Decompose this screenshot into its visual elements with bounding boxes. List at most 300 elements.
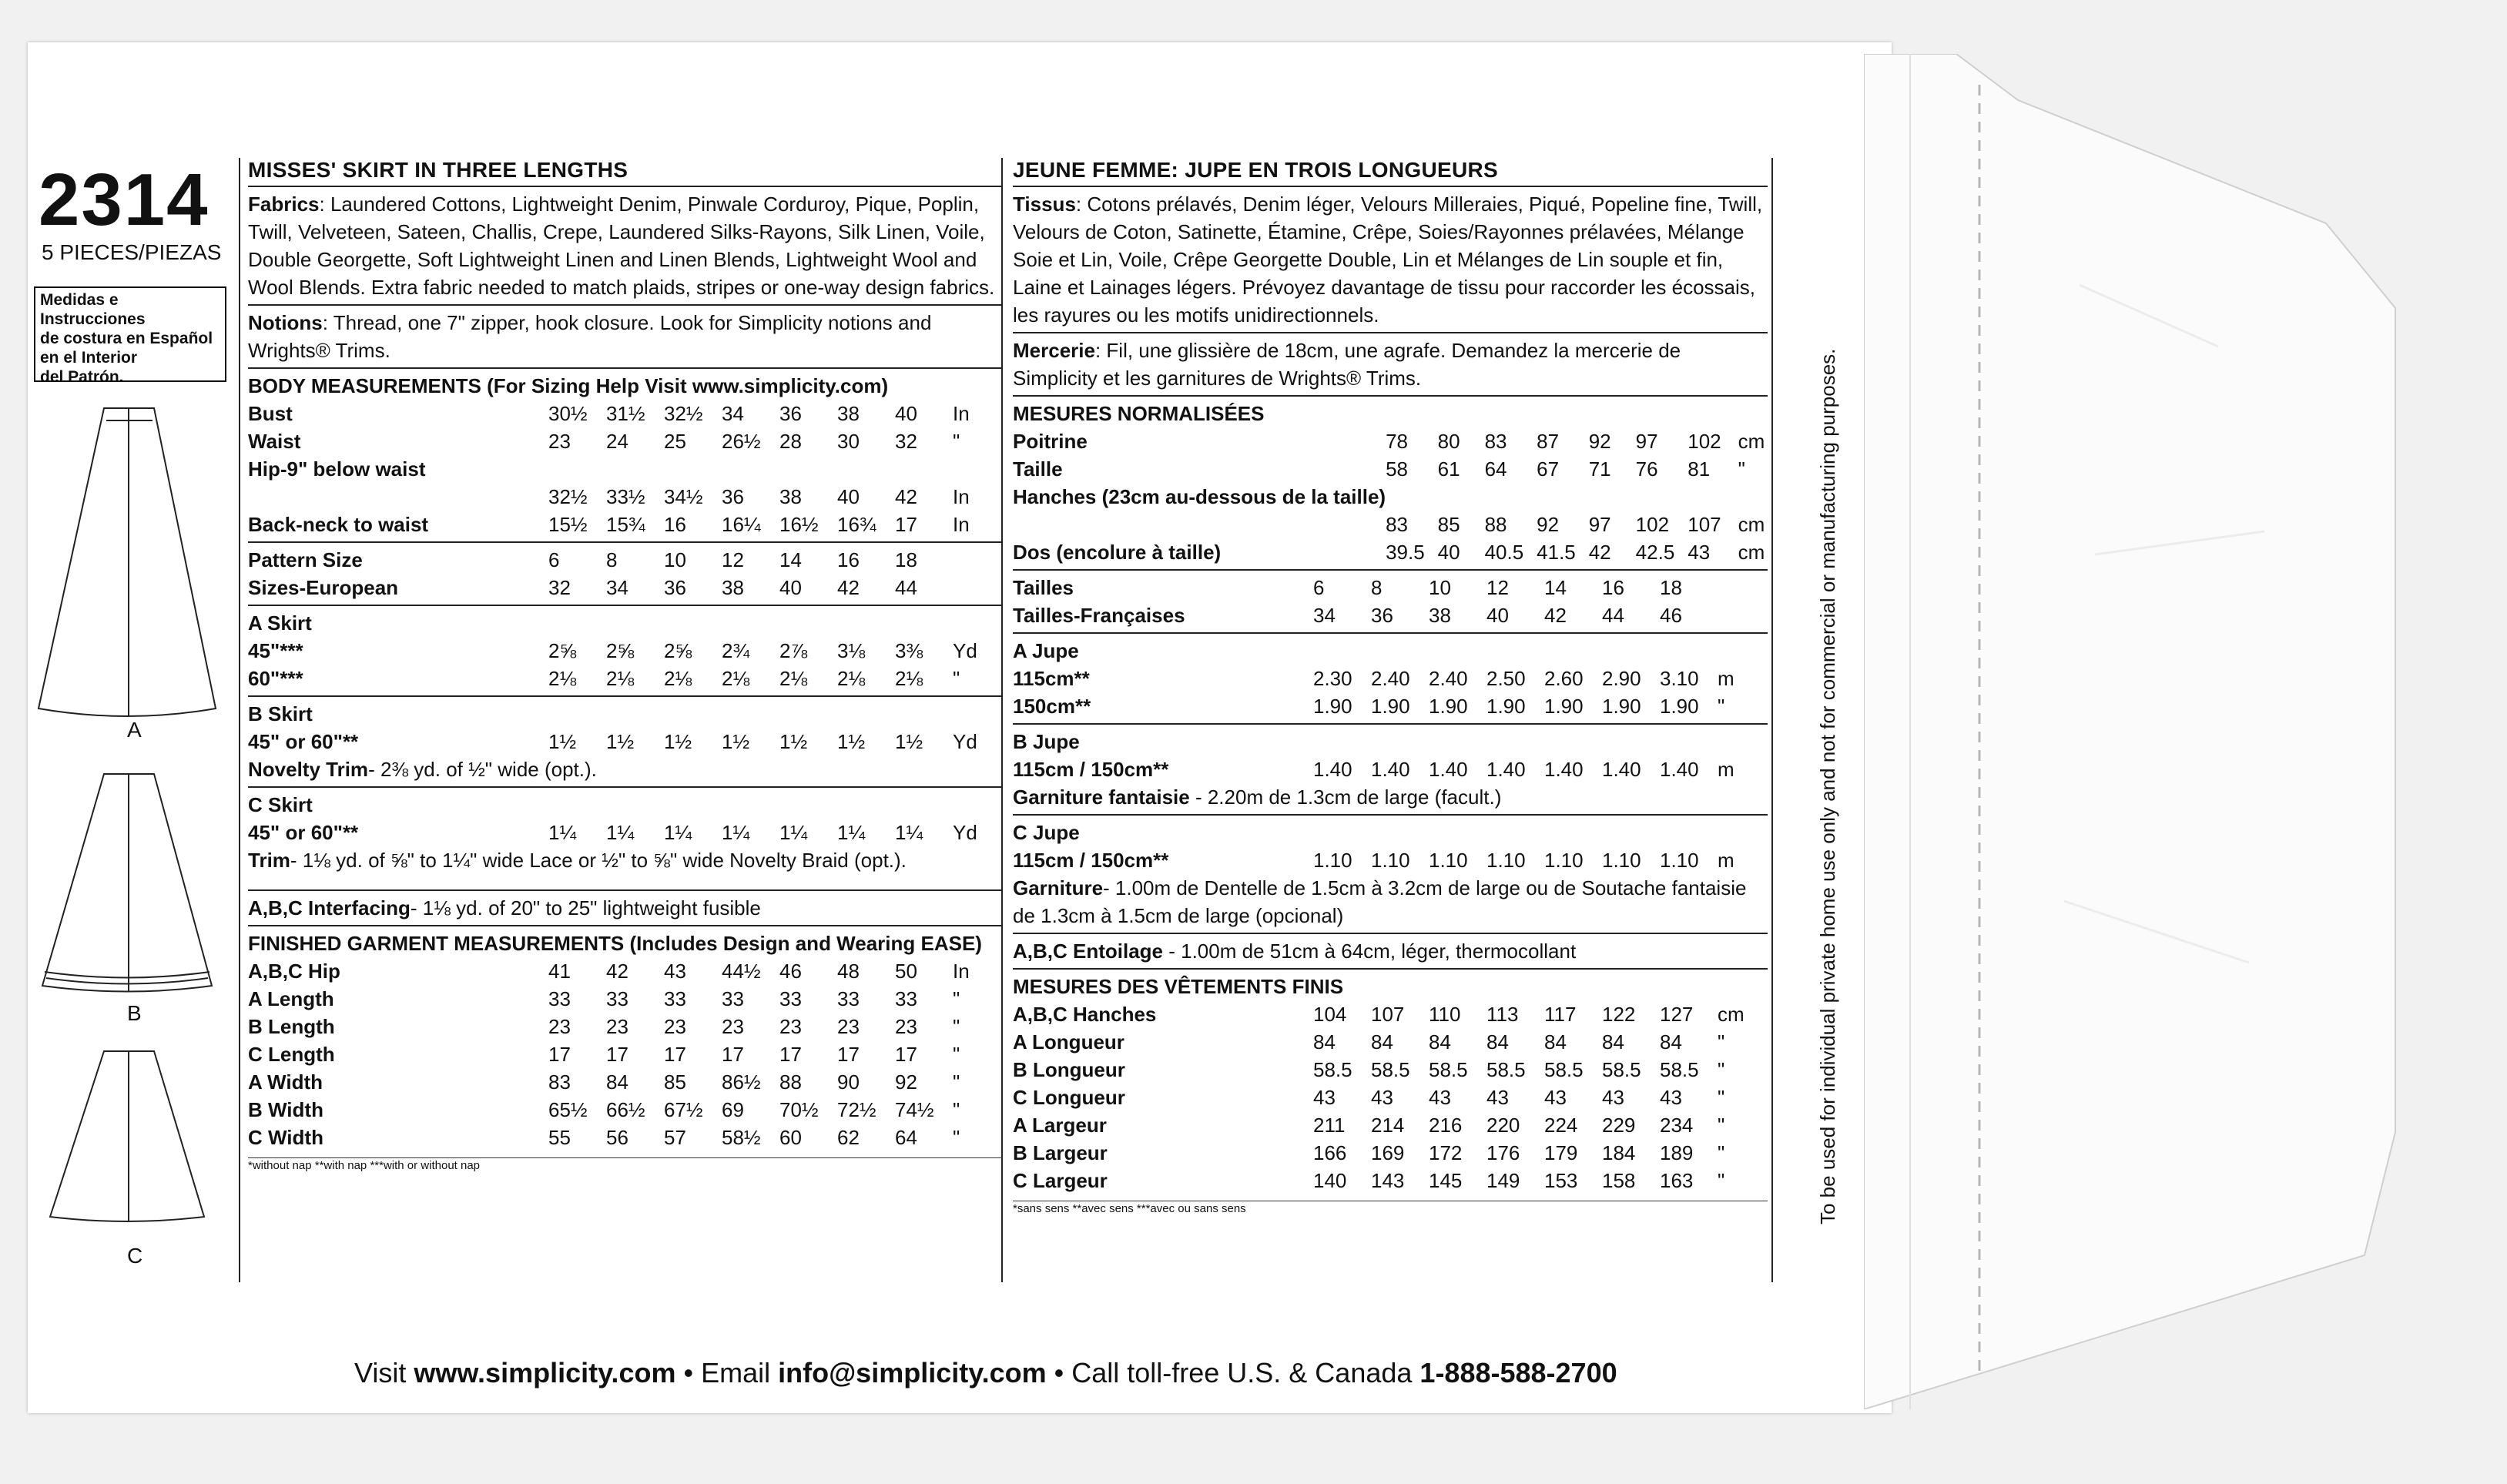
size-value: 83 [1484, 430, 1507, 453]
size-value: 2.40 [1429, 667, 1468, 690]
size-value: 17 [548, 1043, 571, 1066]
b-skirt-trim-note [248, 755, 1003, 783]
size-value: 140 [1313, 1169, 1347, 1192]
unit [1718, 601, 1748, 629]
unit [953, 546, 984, 574]
row-label: Waist [248, 430, 301, 453]
divider [248, 186, 1003, 187]
size-value: 1.40 [1429, 758, 1468, 781]
size-value: 169 [1371, 1141, 1405, 1164]
a-skirt-header: A Jupe [1013, 639, 1079, 662]
skirt-label-c: C [127, 1244, 143, 1268]
size-value: 23 [548, 1015, 571, 1038]
size-value: 33½ [606, 485, 645, 508]
size-value: 41.5 [1537, 541, 1576, 564]
table-row [1013, 1000, 1748, 1028]
size-value: 85 [1437, 513, 1460, 536]
size-value: 16 [1602, 576, 1624, 599]
french-title: JEUNE FEMME: JUPE EN TROIS LONGUEURS [1013, 158, 1498, 182]
column-divider [239, 158, 240, 1282]
email-link[interactable]: info@simplicity.com [778, 1357, 1047, 1389]
contact-footer [354, 1357, 1617, 1389]
size-value: 1.10 [1544, 849, 1584, 872]
size-value: 32 [548, 576, 571, 599]
size-value: 1.90 [1371, 695, 1410, 718]
size-value: 38 [779, 485, 802, 508]
size-value: 1.40 [1313, 758, 1352, 781]
size-value [1636, 483, 1688, 511]
notions-list: : Thread, one 7" zipper, hook closure. Look for Simplicity notions and Wrights® Trims. [248, 311, 932, 362]
size-value: 23 [606, 1015, 628, 1038]
size-value: 33 [895, 987, 917, 1010]
divider [1013, 186, 1768, 187]
size-value: 92 [1588, 430, 1611, 453]
size-value: 34½ [664, 485, 703, 508]
size-value: 102 [1635, 513, 1670, 536]
size-value: 42 [1544, 604, 1567, 627]
size-value: 58½ [722, 1126, 761, 1149]
table-row [248, 1013, 984, 1040]
size-value: 1¼ [722, 821, 750, 844]
size-value: 42 [1588, 541, 1611, 564]
size-value: 6 [1313, 576, 1325, 599]
size-value: 16 [837, 548, 860, 571]
size-value: 87 [1537, 430, 1560, 453]
phone-number: 1-888-588-2700 [1419, 1357, 1617, 1389]
size-value: 40 [895, 402, 917, 425]
size-value: 34 [1313, 604, 1336, 627]
c-skirt-yardage-table [1013, 846, 1748, 874]
size-value: 1½ [722, 730, 750, 753]
size-value: 31½ [606, 402, 645, 425]
unit: cm [1738, 541, 1765, 564]
website-link[interactable]: www.simplicity.com [414, 1357, 676, 1389]
size-value: 84 [1660, 1030, 1682, 1054]
private-use-notice: To be used for individual private home use only and not for commercial or manufacturing purposes. [1816, 348, 1839, 1224]
table-row [248, 985, 984, 1013]
size-value: 39.5 [1386, 541, 1425, 564]
size-value: 113 [1486, 1003, 1519, 1026]
size-value: 1.90 [1486, 695, 1526, 718]
table-row [1013, 574, 1748, 601]
unit: " [953, 430, 960, 453]
b-skirt-yardage-table [248, 728, 984, 755]
unit: " [953, 1126, 960, 1149]
size-value [1438, 483, 1485, 511]
size-value: 42.5 [1635, 541, 1675, 564]
size-value: 32½ [664, 402, 703, 425]
size-value: 189 [1660, 1141, 1694, 1164]
size-value: 24 [606, 430, 628, 453]
size-value: 16¾ [837, 513, 876, 536]
size-value: 1.10 [1429, 849, 1468, 872]
size-value: 107 [1688, 513, 1721, 536]
size-value: 43 [1313, 1086, 1336, 1109]
size-value: 84 [1429, 1030, 1451, 1054]
size-value: 41 [548, 960, 571, 983]
size-value: 2⅛ [548, 667, 577, 690]
size-value: 84 [1544, 1030, 1567, 1054]
c-skirt-trim-note [1013, 874, 1768, 930]
size-value: 117 [1544, 1003, 1577, 1026]
size-value: 78 [1386, 430, 1408, 453]
unit: m [1718, 667, 1734, 690]
interfacing-text: - 1⅛ yd. of 20" to 25" lightweight fusible [410, 896, 761, 920]
table-row [248, 511, 984, 538]
divider [248, 925, 1003, 926]
size-value: 102 [1688, 430, 1721, 453]
b-skirt-trim-label: Novelty Trim [248, 758, 369, 781]
size-value: 58.5 [1486, 1058, 1526, 1081]
table-row [248, 728, 984, 755]
notions-label: Notions [248, 311, 323, 334]
email-prefix: • Email [675, 1357, 779, 1389]
size-value: 8 [606, 548, 618, 571]
table-row [248, 1124, 984, 1151]
body-measurements-table [248, 400, 984, 538]
c-skirt-trim-note [248, 846, 1003, 874]
size-value: 143 [1371, 1169, 1405, 1192]
table-row [1013, 665, 1748, 692]
unit [953, 455, 984, 483]
size-value: 122 [1602, 1003, 1636, 1026]
size-value [664, 455, 722, 483]
divider [1013, 332, 1768, 333]
skirt-b-sketch [42, 774, 212, 992]
size-value: 76 [1635, 457, 1658, 481]
unit: " [1718, 1058, 1725, 1081]
unit: Yd [953, 639, 977, 662]
size-value: 2⅛ [606, 667, 635, 690]
row-label: 115cm** [1013, 667, 1090, 690]
row-label: 115cm / 150cm** [1013, 758, 1169, 781]
unit: " [953, 1043, 960, 1066]
size-value: 83 [548, 1070, 571, 1094]
size-value: 88 [779, 1070, 802, 1094]
size-value: 57 [664, 1126, 686, 1149]
b-skirt-trim-text: - 2.20m de 1.3cm de large (facult.) [1189, 786, 1502, 809]
size-value: 1.10 [1602, 849, 1641, 872]
size-value [1386, 483, 1438, 511]
size-value: 1.10 [1371, 849, 1410, 872]
table-row [248, 819, 984, 846]
row-label [1013, 511, 1386, 538]
size-value: 16½ [779, 513, 819, 536]
spanish-note-line: Medidas e Instrucciones [40, 291, 146, 328]
finished-measurements-header: MESURES DES VÊTEMENTS FINIS [1013, 975, 1344, 998]
size-value: 158 [1602, 1169, 1636, 1192]
size-value: 2.30 [1313, 667, 1352, 690]
skirt-c-sketch [50, 1051, 204, 1221]
table-row [1013, 455, 1768, 483]
size-value: 17 [722, 1043, 744, 1066]
size-value: 46 [779, 960, 802, 983]
table-row [1013, 427, 1768, 455]
pieces-count: 5 PIECES/PIEZAS [42, 240, 222, 264]
table-row [1013, 601, 1748, 629]
size-value: 66½ [606, 1098, 645, 1121]
size-value: 44 [895, 576, 917, 599]
row-label: Hip-9" below waist [248, 457, 426, 481]
size-value: 56 [606, 1126, 628, 1149]
row-label: A Width [248, 1070, 323, 1094]
c-skirt-header: C Skirt [248, 793, 313, 816]
size-value: 84 [1313, 1030, 1336, 1054]
size-value: 64 [1484, 457, 1507, 481]
size-value: 23 [837, 1015, 860, 1038]
size-value: 33 [548, 987, 571, 1010]
size-value: 67½ [664, 1098, 703, 1121]
table-row [1013, 1139, 1748, 1167]
body-measurements-header: BODY MEASUREMENTS (For Sizing Help Visit www.simplicity.com) [248, 374, 889, 397]
body-measurements-header: MESURES NORMALISÉES [1013, 402, 1265, 425]
size-value: 90 [837, 1070, 860, 1094]
unit: cm [1718, 1003, 1745, 1026]
size-value: 2⅛ [779, 667, 808, 690]
size-value: 1.40 [1371, 758, 1410, 781]
unit: " [1718, 1086, 1725, 1109]
size-value: 2¾ [722, 639, 750, 662]
size-value: 62 [837, 1126, 860, 1149]
size-value: 17 [837, 1043, 860, 1066]
size-value: 1.10 [1660, 849, 1699, 872]
unit: Yd [953, 730, 977, 753]
interfacing-note [1013, 937, 1768, 965]
row-label: A,B,C Hanches [1013, 1003, 1157, 1026]
size-value [606, 455, 664, 483]
finished-measurements-header: FINISHED GARMENT MEASUREMENTS (Includes Design and Wearing EASE) [248, 932, 982, 955]
size-value: 17 [779, 1043, 802, 1066]
c-skirt-header: C Jupe [1013, 821, 1080, 844]
unit: " [1718, 1169, 1725, 1192]
size-value [1589, 483, 1636, 511]
notions-list: : Fil, une glissière de 18cm, une agrafe. Demandez la mercerie de Simplicity et les garnitures de Wrights® Trims. [1013, 339, 1681, 390]
size-value: 58.5 [1602, 1058, 1641, 1081]
row-label: Dos (encolure à taille) [1013, 541, 1222, 564]
notions-text [248, 309, 1003, 364]
size-value [779, 455, 837, 483]
size-value: 23 [895, 1015, 917, 1038]
c-skirt-trim-label: Trim [248, 849, 290, 872]
size-value: 30 [837, 430, 860, 453]
table-row [1013, 511, 1768, 538]
size-value [1537, 483, 1589, 511]
divider [1013, 395, 1768, 397]
size-value: 80 [1437, 430, 1460, 453]
size-value: 2.40 [1371, 667, 1410, 690]
size-value: 149 [1486, 1169, 1520, 1192]
row-label: 45" or 60"** [248, 821, 359, 844]
row-label: B Length [248, 1015, 335, 1038]
row-label [248, 483, 548, 511]
size-value: 33 [606, 987, 628, 1010]
size-value: 69 [722, 1098, 744, 1121]
size-value: 179 [1544, 1141, 1578, 1164]
unit [1718, 574, 1748, 601]
size-value: 3⅛ [837, 639, 866, 662]
b-skirt-yardage-table [1013, 755, 1748, 783]
interfacing-label: A,B,C Interfacing [248, 896, 411, 920]
table-row [248, 546, 984, 574]
size-value [1485, 483, 1537, 511]
size-value: 38 [837, 402, 860, 425]
spanish-note-line: en el Interior [40, 349, 138, 367]
size-value: 23 [722, 1015, 744, 1038]
size-value: 28 [779, 430, 802, 453]
size-value: 1½ [779, 730, 808, 753]
size-value: 1½ [895, 730, 923, 753]
size-value: 58.5 [1313, 1058, 1352, 1081]
size-value: 184 [1602, 1141, 1636, 1164]
notions-label: Mercerie [1013, 339, 1095, 362]
size-value: 23 [548, 430, 571, 453]
size-value: 23 [664, 1015, 686, 1038]
skirt-sketches [31, 400, 231, 1268]
size-value: 42 [837, 576, 860, 599]
spanish-instructions-note [34, 286, 226, 386]
table-row [1013, 483, 1768, 511]
size-value: 224 [1544, 1114, 1578, 1137]
size-value: 12 [1486, 576, 1509, 599]
fabrics-list: : Cotons prélavés, Denim léger, Velours Milleraies, Piqué, Popeline fine, Twill, Velours de Coton, Satinette, Étamine, Crêpe, Soies/Rayonnes prélavées, Mélange Soie et Lin, Voile, Crêpe Georgette Double, Lin et Mélanges de Lin souple et fin, Laine et Lainages légers. Prévoyez davantage de tissu pour raccorder les écossais, les rayures ou les motifs unidirectionnels. [1013, 193, 1763, 327]
size-value: 36 [664, 576, 686, 599]
size-value: 18 [1660, 576, 1682, 599]
unit: " [1718, 1114, 1725, 1137]
size-value: 2.60 [1544, 667, 1584, 690]
table-row [1013, 1111, 1748, 1139]
unit [953, 574, 984, 601]
row-label: 115cm / 150cm** [1013, 849, 1169, 872]
size-value: 33 [722, 987, 744, 1010]
size-value [895, 455, 953, 483]
size-value: 42 [895, 485, 917, 508]
size-value: 58.5 [1371, 1058, 1410, 1081]
fabrics-label: Tissus [1013, 193, 1076, 216]
size-value: 34 [722, 402, 744, 425]
unit: " [953, 667, 960, 690]
size-value: 2⅞ [779, 639, 808, 662]
spanish-note-line: de costura en Español [40, 330, 213, 347]
size-value: 1½ [837, 730, 866, 753]
skirt-label-b: B [127, 1001, 142, 1025]
size-value: 145 [1429, 1169, 1463, 1192]
c-skirt-yardage-table [248, 819, 984, 846]
divider [248, 304, 1003, 306]
size-value: 1½ [664, 730, 692, 753]
size-value: 61 [1437, 457, 1460, 481]
unit: In [953, 960, 970, 983]
size-value: 15¾ [606, 513, 645, 536]
unit: " [953, 987, 960, 1010]
row-label: A Length [248, 987, 334, 1010]
size-value: 43 [1660, 1086, 1682, 1109]
unit: " [1738, 457, 1745, 481]
c-skirt-trim-label: Garniture [1013, 876, 1104, 899]
table-row [248, 665, 984, 692]
size-value: 10 [1429, 576, 1451, 599]
row-label: Bust [248, 402, 293, 425]
unit: In [953, 402, 970, 425]
size-value: 40 [1486, 604, 1509, 627]
size-value: 40 [1437, 541, 1460, 564]
unit: " [953, 1098, 960, 1121]
table-row [248, 1040, 984, 1068]
phone-prefix: • Call toll-free U.S. & Canada [1046, 1357, 1420, 1389]
size-value: 33 [779, 987, 802, 1010]
size-value: 84 [606, 1070, 628, 1094]
unit: cm [1738, 513, 1765, 536]
size-value: 229 [1602, 1114, 1636, 1137]
table-row [248, 637, 984, 665]
size-value: 38 [1429, 604, 1451, 627]
row-label: Back-neck to waist [248, 513, 429, 536]
size-value: 1.90 [1544, 695, 1584, 718]
envelope-flap [1864, 54, 2411, 1409]
row-label: Poitrine [1013, 430, 1088, 453]
table-row [1013, 1028, 1748, 1056]
size-value: 17 [664, 1043, 686, 1066]
divider [248, 367, 1003, 369]
size-value: 92 [1537, 513, 1560, 536]
table-row [1013, 692, 1748, 720]
row-label: C Length [248, 1043, 335, 1066]
a-skirt-yardage-table [1013, 665, 1748, 720]
size-value: 1¼ [779, 821, 808, 844]
fabrics-text [1013, 190, 1768, 329]
size-value: 1¼ [664, 821, 692, 844]
nap-footnote: *sans sens **avec sens ***avec ou sans sens [1013, 1202, 1246, 1215]
b-skirt-header: B Jupe [1013, 730, 1080, 753]
size-value: 43 [1429, 1086, 1451, 1109]
finished-measurements-table [1013, 1000, 1748, 1194]
b-skirt-header: B Skirt [248, 702, 313, 725]
divider [1013, 632, 1768, 634]
size-value: 34 [606, 576, 628, 599]
unit: cm [1738, 430, 1765, 453]
size-value: 2⅛ [895, 667, 923, 690]
size-value: 84 [1371, 1030, 1393, 1054]
size-value: 84 [1486, 1030, 1509, 1054]
pattern-number: 2314 [39, 159, 209, 241]
size-value: 163 [1660, 1169, 1694, 1192]
size-value: 110 [1429, 1003, 1461, 1026]
unit: " [1718, 695, 1725, 718]
flap-drawing [1864, 54, 2411, 1409]
skirt-sketch-drawings [31, 400, 231, 1263]
row-label: B Width [248, 1098, 323, 1121]
notions-text [1013, 337, 1768, 392]
table-row [248, 483, 984, 511]
size-value: 1.40 [1660, 758, 1699, 781]
size-value: 211 [1313, 1114, 1346, 1137]
a-skirt-header: A Skirt [248, 611, 312, 635]
size-value: 1½ [548, 730, 577, 753]
size-value: 32½ [548, 485, 588, 508]
size-value: 16 [664, 513, 686, 536]
size-value: 42 [606, 960, 628, 983]
a-skirt-yardage-table [248, 637, 984, 692]
unit: m [1718, 758, 1734, 781]
size-value: 1.40 [1486, 758, 1526, 781]
size-value: 43 [1371, 1086, 1393, 1109]
size-value: 17 [606, 1043, 628, 1066]
row-label: 150cm** [1013, 695, 1091, 718]
b-skirt-trim-note [1013, 783, 1768, 811]
divider [1013, 814, 1768, 816]
size-value: 70½ [779, 1098, 819, 1121]
unit: " [1718, 1141, 1725, 1164]
size-value: 36 [722, 485, 744, 508]
